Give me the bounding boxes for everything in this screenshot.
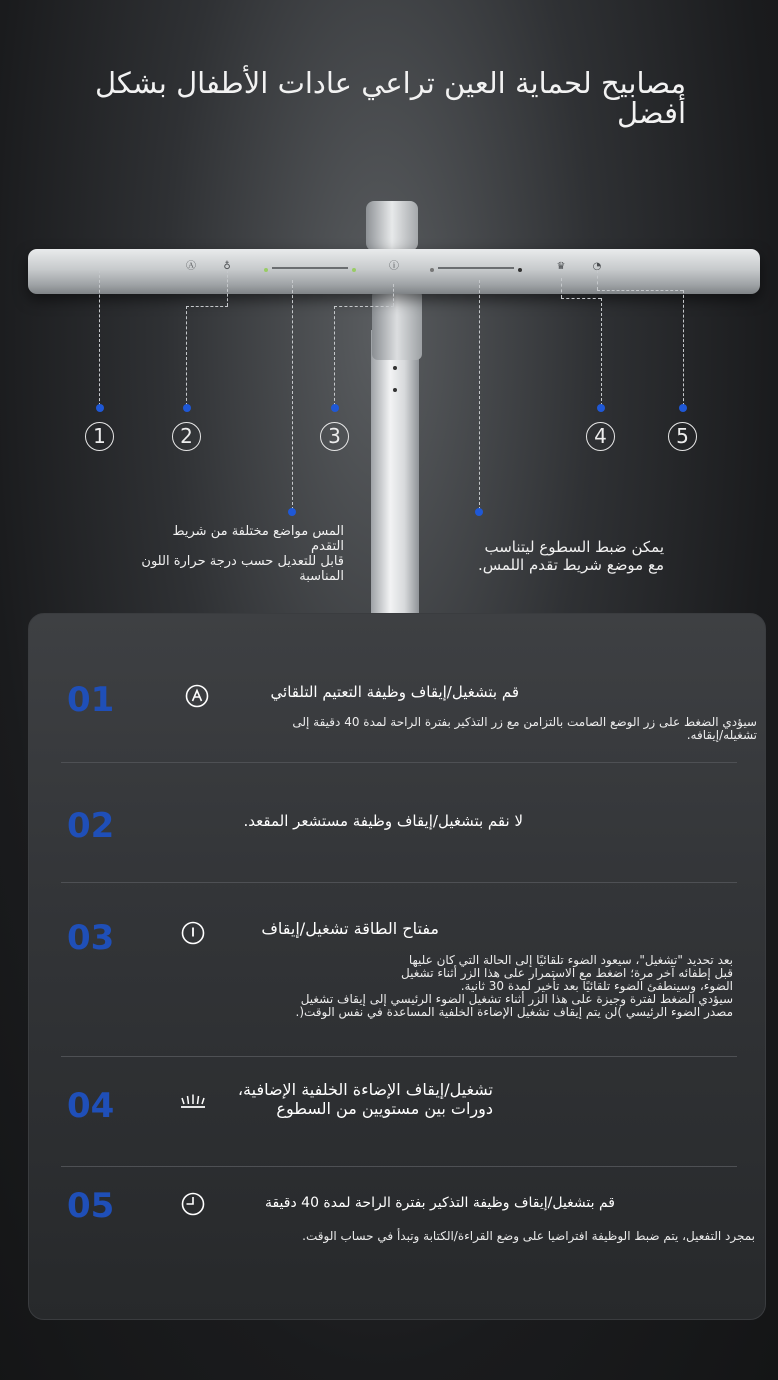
leader-dot-1	[96, 404, 104, 412]
marker-2: 2	[172, 422, 201, 451]
backlight-icon	[179, 1088, 207, 1112]
marker-5: 5	[668, 422, 697, 451]
marker-3: 3	[320, 422, 349, 451]
note-line: يمكن ضبط السطوع ليتناسب	[484, 538, 664, 556]
leader-line-5	[597, 290, 683, 291]
auto-dimming-icon: Ⓐ	[186, 261, 196, 272]
leader-dot-5	[679, 404, 687, 412]
leader-line-2	[227, 270, 228, 306]
leader-dot-2	[183, 404, 191, 412]
feature-description	[205, 716, 757, 742]
timer-icon	[181, 1192, 205, 1216]
leader-line-4	[601, 298, 602, 406]
leader-line-2	[186, 306, 187, 406]
desc-line: تشغيله/إيقافه.	[686, 728, 757, 742]
brightness-slider	[438, 267, 514, 269]
color-temperature-note	[140, 524, 344, 584]
leader-dot-4	[597, 404, 605, 412]
leader-line-3	[334, 306, 335, 406]
timer-icon: ◔	[592, 261, 602, 272]
leader-dot-3	[331, 404, 339, 412]
features-panel	[28, 613, 766, 1320]
leader-line-4	[561, 278, 562, 298]
leader-dot-brightness	[475, 508, 483, 516]
leader-dot-color-temp	[288, 508, 296, 516]
desc-line: قبل إطفائه آخر مرة؛ اضغط مع الاستمرار على هذا الزر أثناء تشغيل	[400, 966, 733, 980]
leader-line-4	[561, 298, 601, 299]
divider	[61, 762, 737, 763]
leader-line-color-temp	[292, 280, 293, 510]
color-temperature-slider	[272, 267, 348, 269]
pole-dot	[393, 388, 397, 392]
auto-dimming-icon	[185, 684, 209, 708]
feature-title: لا نقم بتشغيل/إيقاف وظيفة مستشعر المقعد.	[243, 812, 523, 830]
feature-number: 01	[67, 680, 115, 720]
divider	[61, 1056, 737, 1057]
note-line: قابل للتعديل حسب درجة حرارة اللون المناسبة	[141, 554, 344, 584]
leader-line-3	[393, 284, 394, 306]
brightness-note	[430, 538, 664, 574]
desc-line: بمجرد التفعيل، يتم ضبط الوظيفة افتراضيا على وضع القراءة/الكتابة وتبدأ في حساب الوقت.	[302, 1229, 755, 1243]
feature-number: 05	[67, 1186, 115, 1226]
feature-description	[209, 954, 733, 1019]
slider-dot	[430, 268, 434, 272]
lamp-arm	[372, 290, 422, 360]
feature-title: قم بتشغيل/إيقاف وظيفة التذكير بفترة الراحة لمدة 40 دقيقة	[264, 1195, 615, 1211]
desc-line: سيؤدي الضغط على زر الوضع الصامت بالتزامن مع زر التذكير بفترة الراحة لمدة 40 دقيقة إلى	[292, 715, 757, 729]
leader-line-brightness	[479, 280, 480, 510]
feature-number: 04	[67, 1086, 115, 1126]
lamp-head	[28, 249, 760, 294]
desc-line: بعد تحديد "تشغيل"، سيعود الضوء تلقائيًا إلى الحالة التي كان عليها	[408, 953, 733, 967]
marker-4: 4	[586, 422, 615, 451]
feature-title: مفتاح الطاقة تشغيل/إيقاف	[261, 919, 439, 938]
feature-description	[209, 1230, 755, 1243]
pole-dot	[393, 366, 397, 370]
marker-1: 1	[85, 422, 114, 451]
desc-line: مصدر الضوء الرئيسي )لن يتم إيقاف تشغيل الإضاءة الخلفية المساعدة في نفس الوقت(.	[295, 1005, 733, 1019]
backlight-icon: ♛	[556, 261, 566, 272]
feature-title: قم بتشغيل/إيقاف وظيفة التعتيم التلقائي	[270, 683, 519, 701]
slider-dot	[518, 268, 522, 272]
page-title: مصابيح لحماية العين تراعي عادات الأطفال بشكل أفضل	[94, 66, 686, 130]
slider-dot	[264, 268, 268, 272]
leader-line-5	[597, 270, 598, 290]
slider-dot	[352, 268, 356, 272]
lamp-pole	[371, 330, 419, 620]
leader-line-5	[683, 290, 684, 406]
leader-line-2	[186, 306, 228, 307]
lamp-hinge	[366, 201, 418, 251]
note-line: مع موضع شريط تقدم اللمس.	[477, 556, 664, 574]
feature-number: 02	[67, 806, 115, 846]
power-icon: ⓘ	[389, 261, 399, 272]
seat-sensor-icon: ♁	[223, 261, 231, 272]
divider	[61, 882, 737, 883]
desc-line: الضوء، وسينطفئ الضوء تلقائيًا بعد تأخير لمدة 30 ثانية.	[460, 979, 733, 993]
note-line: المس مواضع مختلفة من شريط التقدم	[172, 524, 344, 554]
feature-title: تشغيل/إيقاف الإضاءة الخلفية الإضافية، دورات بين مستويين من السطوع	[237, 1080, 493, 1118]
power-icon	[181, 921, 205, 945]
leader-line-3	[334, 306, 394, 307]
divider	[61, 1166, 737, 1167]
feature-number: 03	[67, 918, 115, 958]
leader-line-1	[99, 270, 100, 406]
desc-line: سيؤدي الضغط لفترة وجيزة على هذا الزر أثناء تشغيل الضوء الرئيسي إلى إيقاف تشغيل	[300, 992, 733, 1006]
